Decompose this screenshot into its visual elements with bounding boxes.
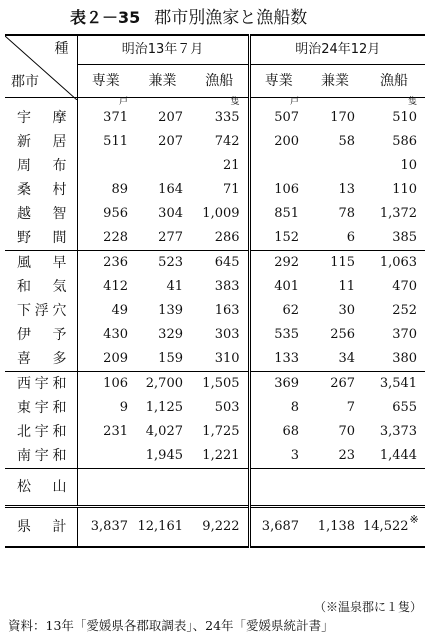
table-number: 表２－35: [70, 8, 141, 27]
value-cell: 329: [158, 327, 183, 342]
value-cell: 1,444: [379, 448, 418, 463]
table-row: [5, 106, 425, 130]
table-row: [5, 275, 425, 299]
value-cell: 304: [158, 206, 183, 221]
value-cell: 106: [77, 372, 134, 397]
table-row: [5, 178, 425, 202]
table-title: [70, 6, 307, 30]
note-mark: ※: [409, 513, 419, 526]
value-cell: [363, 469, 425, 507]
total-number: 9,222: [202, 519, 240, 534]
value-cell: 6: [346, 230, 356, 245]
district-name: 松山: [5, 469, 77, 507]
district-name: 宇摩: [17, 110, 67, 126]
value-cell: 523: [134, 251, 191, 276]
unit-label: 隻: [408, 97, 418, 107]
value-cell: 380: [392, 351, 418, 366]
unit-mark: [77, 98, 134, 107]
value-cell: 209: [77, 347, 134, 372]
district-name: 伊予: [17, 327, 67, 343]
value-cell: [307, 469, 363, 507]
value-cell: 170: [330, 110, 356, 125]
value-cell: 655: [392, 400, 418, 415]
total-value: [134, 507, 191, 548]
value-cell: 303: [214, 327, 240, 342]
value-cell: 231: [77, 420, 134, 444]
column-header: 専業: [77, 65, 134, 98]
value-cell: 252: [392, 303, 418, 318]
era-header-m24: 明治24年12月: [249, 35, 425, 65]
table-row: [5, 469, 425, 507]
table-row: [5, 323, 425, 347]
value-cell: 4,027: [145, 424, 183, 439]
table-row: [5, 347, 425, 372]
value-cell: 956: [77, 202, 134, 226]
column-header: 兼業: [134, 65, 191, 98]
district-name: 和気: [17, 279, 67, 295]
unit-label: 隻: [230, 97, 240, 107]
unit-label: 戸: [118, 97, 128, 107]
source-note: 資料：13年「愛媛県各郡取調表」、24年「愛媛県統計書」: [8, 618, 334, 633]
value-cell: 3,373: [379, 424, 418, 439]
value-cell: 511: [77, 130, 134, 154]
value-cell: 49: [77, 299, 134, 323]
value-cell: 586: [392, 134, 418, 149]
value-cell: [134, 154, 191, 178]
value-cell: 8: [249, 396, 307, 420]
value-cell: 13: [338, 182, 356, 197]
district-name: 桑村: [17, 182, 67, 198]
table-row: [5, 420, 425, 444]
value-cell: 510: [392, 110, 418, 125]
value-cell: 503: [214, 400, 240, 415]
value-cell: 21: [222, 158, 240, 173]
value-cell: 159: [158, 351, 183, 366]
value-cell: 385: [392, 230, 418, 245]
total-number: 14,522: [363, 519, 409, 534]
unit-mark: [134, 98, 191, 107]
value-cell: 89: [77, 178, 134, 202]
era-header-m13: 明治13年７月: [77, 35, 249, 65]
total-row: [5, 507, 425, 548]
value-cell: 1,725: [202, 424, 240, 439]
value-cell: [77, 444, 134, 469]
district-name: 東宇和: [17, 400, 67, 416]
value-cell: 163: [214, 303, 240, 318]
value-cell: 310: [214, 351, 240, 366]
value-cell: 383: [214, 279, 240, 294]
table-row: [5, 130, 425, 154]
district-name: 喜多: [17, 351, 67, 367]
value-cell: 58: [338, 134, 356, 149]
district-name: 風早: [5, 251, 77, 276]
value-cell: 133: [249, 347, 307, 372]
value-cell: 207: [158, 134, 183, 149]
table-row: [5, 226, 425, 251]
table-row: [5, 396, 425, 420]
total-number: 1,138: [317, 519, 356, 534]
value-cell: 23: [338, 448, 356, 463]
district-name: 西宇和: [5, 372, 77, 397]
unit-label: 戸: [290, 97, 300, 107]
table-caption: 郡市別漁家と漁船数: [154, 8, 308, 28]
unit-mark: [249, 98, 307, 107]
value-cell: 68: [249, 420, 307, 444]
value-cell: 236: [77, 251, 134, 276]
total-number: 3,687: [261, 519, 300, 534]
value-cell: 1,009: [202, 206, 240, 221]
value-cell: [191, 469, 249, 507]
value-cell: 256: [330, 327, 356, 342]
value-cell: 742: [214, 134, 240, 149]
district-name: 下浮穴: [17, 303, 67, 319]
district-name: 南宇和: [17, 448, 67, 464]
total-value: [191, 507, 249, 548]
value-cell: 369: [249, 372, 307, 397]
value-cell: 78: [338, 206, 356, 221]
value-cell: 7: [346, 400, 356, 415]
column-header: 漁船: [363, 65, 425, 98]
district-name: 北宇和: [17, 424, 67, 440]
table-row: [5, 154, 425, 178]
value-cell: [77, 469, 134, 507]
unit-mark: [363, 98, 425, 107]
column-header: 専業: [249, 65, 307, 98]
value-cell: 164: [158, 182, 183, 197]
value-cell: 106: [249, 178, 307, 202]
value-cell: [134, 469, 191, 507]
value-cell: 110: [392, 182, 418, 197]
value-cell: 9: [77, 396, 134, 420]
value-cell: 30: [338, 303, 356, 318]
district-name: 周布: [17, 158, 67, 174]
value-cell: 1,505: [191, 372, 249, 397]
value-cell: [77, 154, 134, 178]
footnote: （※温泉郡に１隻）: [313, 600, 422, 614]
value-cell: 401: [249, 275, 307, 299]
value-cell: 277: [158, 230, 183, 245]
total-value: [363, 507, 425, 548]
value-cell: [249, 469, 307, 507]
table-row: [5, 251, 425, 276]
unit-mark: [191, 98, 249, 107]
table-row: [5, 299, 425, 323]
district-name: 新居: [17, 134, 67, 150]
value-cell: 645: [191, 251, 249, 276]
value-cell: 228: [77, 226, 134, 251]
value-cell: 1,372: [379, 206, 418, 221]
value-cell: 2,700: [134, 372, 191, 397]
value-cell: 152: [249, 226, 307, 251]
corner-label-type: 種: [54, 41, 69, 57]
value-cell: 71: [222, 182, 240, 197]
header-row-era: [5, 35, 425, 65]
value-cell: 70: [338, 424, 356, 439]
total-number: 3,837: [90, 519, 128, 534]
value-cell: [307, 154, 363, 178]
value-cell: 1,063: [363, 251, 425, 276]
value-cell: 370: [392, 327, 418, 342]
table-row: [5, 202, 425, 226]
value-cell: 200: [249, 130, 307, 154]
value-cell: 371: [77, 106, 134, 130]
table-row: [5, 444, 425, 469]
fishery-table: [5, 34, 425, 548]
value-cell: 470: [392, 279, 418, 294]
value-cell: 412: [77, 275, 134, 299]
value-cell: 507: [249, 106, 307, 130]
value-cell: 62: [249, 299, 307, 323]
value-cell: 1,945: [145, 448, 183, 463]
value-cell: 3: [249, 444, 307, 469]
unit-mark: [307, 98, 363, 107]
value-cell: 292: [249, 251, 307, 276]
value-cell: 335: [214, 110, 240, 125]
value-cell: 139: [158, 303, 183, 318]
value-cell: 41: [166, 279, 183, 294]
total-label: 県計: [5, 507, 77, 548]
column-header: 兼業: [307, 65, 363, 98]
value-cell: [249, 154, 307, 178]
total-value: [249, 507, 307, 548]
value-cell: 115: [307, 251, 363, 276]
district-name: 越智: [17, 206, 67, 222]
value-cell: 11: [338, 279, 356, 294]
value-cell: 1,125: [145, 400, 183, 415]
value-cell: 10: [400, 158, 418, 173]
district-name: 野間: [17, 230, 67, 246]
total-value: [307, 507, 363, 548]
value-cell: 34: [338, 351, 356, 366]
corner-header: [5, 35, 77, 98]
corner-label-district: 郡市: [11, 74, 39, 90]
table-row: [5, 372, 425, 397]
value-cell: 286: [214, 230, 240, 245]
value-cell: 851: [249, 202, 307, 226]
total-value: [77, 507, 134, 548]
value-cell: 1,221: [202, 448, 240, 463]
column-header: 漁船: [191, 65, 249, 98]
value-cell: 430: [77, 323, 134, 347]
value-cell: 207: [158, 110, 183, 125]
value-cell: 535: [249, 323, 307, 347]
value-cell: 267: [307, 372, 363, 397]
total-number: 12,161: [137, 519, 183, 534]
value-cell: 3,541: [363, 372, 425, 397]
